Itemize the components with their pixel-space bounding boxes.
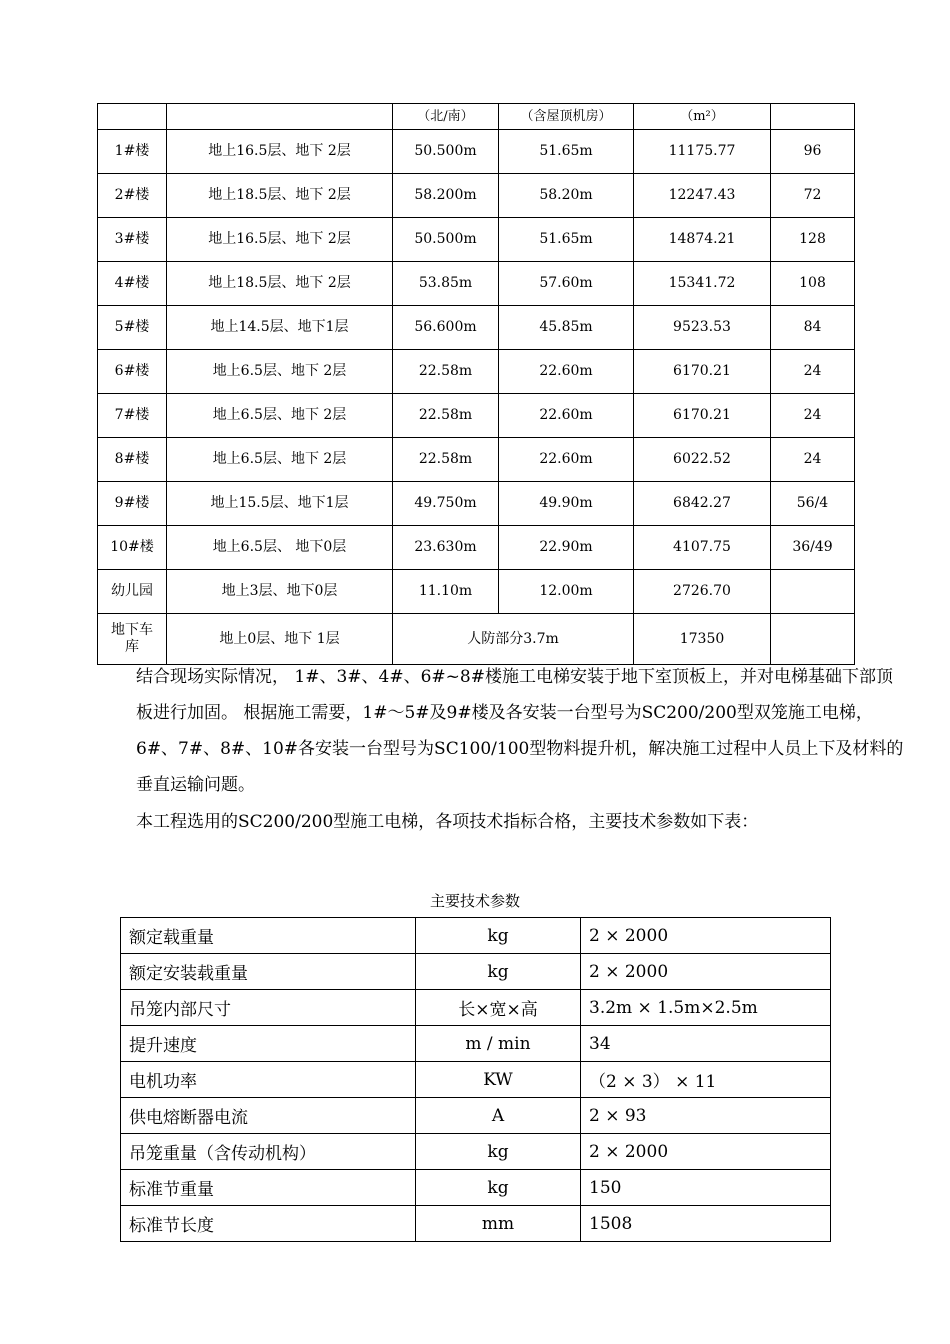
table-cell: 地上0层、地下 1层: [167, 614, 393, 665]
spec-name: 额定安装载重量: [121, 954, 416, 990]
spec-name: 吊笼内部尺寸: [121, 990, 416, 1026]
table-cell: 14874.21: [634, 218, 771, 262]
table-cell: 6170.21: [634, 394, 771, 438]
table-cell: 幼儿园: [98, 570, 167, 614]
table-row: [98, 438, 855, 482]
spec-unit: kg: [416, 918, 581, 954]
table-cell: 9523.53: [634, 306, 771, 350]
table-cell: 22.60m: [499, 438, 634, 482]
table-cell: 4#楼: [98, 262, 167, 306]
spec-name: 电机功率: [121, 1062, 416, 1098]
table-row: [98, 526, 855, 570]
building-table-header-row: [98, 104, 855, 130]
table-row: [98, 570, 855, 614]
table-row: [98, 174, 855, 218]
table-cell: 53.85m: [393, 262, 499, 306]
spec-unit: kg: [416, 1134, 581, 1170]
spec-value: （2 × 3） × 11: [581, 1062, 831, 1098]
table-row: [98, 482, 855, 526]
spec-table: [120, 917, 831, 1242]
header-cell: （北/南）: [393, 104, 499, 130]
spec-value: 2 × 2000: [581, 918, 831, 954]
table-cell: 45.85m: [499, 306, 634, 350]
spec-name: 吊笼重量（含传动机构）: [121, 1134, 416, 1170]
table-row: [98, 394, 855, 438]
table-row: [121, 1206, 831, 1242]
table-row: [121, 1098, 831, 1134]
table-cell: 6022.52: [634, 438, 771, 482]
table-row: [121, 1062, 831, 1098]
header-cell: [771, 104, 855, 130]
table-cell: [771, 570, 855, 614]
table-row: [121, 1170, 831, 1206]
table-cell: 3#楼: [98, 218, 167, 262]
table-cell: 56.600m: [393, 306, 499, 350]
spec-name: 供电熔断器电流: [121, 1098, 416, 1134]
table-cell: 地上16.5层、地下 2层: [167, 130, 393, 174]
spec-value: 1508: [581, 1206, 831, 1242]
table-cell: 10#楼: [98, 526, 167, 570]
spec-unit: KW: [416, 1062, 581, 1098]
table-cell: 51.65m: [499, 218, 634, 262]
table-cell: 24: [771, 394, 855, 438]
table-cell: 72: [771, 174, 855, 218]
table-cell: 50.500m: [393, 218, 499, 262]
table-cell: 6170.21: [634, 350, 771, 394]
table-cell: 地上6.5层、地下 2层: [167, 438, 393, 482]
table-cell: 2#楼: [98, 174, 167, 218]
table-cell: 49.750m: [393, 482, 499, 526]
table-cell: 5#楼: [98, 306, 167, 350]
table-row: [121, 990, 831, 1026]
spec-name: 额定载重量: [121, 918, 416, 954]
table-cell: 12247.43: [634, 174, 771, 218]
spec-value: 34: [581, 1026, 831, 1062]
table-cell: 24: [771, 350, 855, 394]
table-cell: 11.10m: [393, 570, 499, 614]
table-cell: 36/49: [771, 526, 855, 570]
table-cell: 1#楼: [98, 130, 167, 174]
spec-unit: kg: [416, 1170, 581, 1206]
spec-unit: m / min: [416, 1026, 581, 1062]
spec-unit: A: [416, 1098, 581, 1134]
table-cell: 22.60m: [499, 394, 634, 438]
table-cell: 50.500m: [393, 130, 499, 174]
table-cell: 地上6.5层、地下 2层: [167, 394, 393, 438]
table-cell: 49.90m: [499, 482, 634, 526]
table-cell: 58.200m: [393, 174, 499, 218]
spec-unit: kg: [416, 954, 581, 990]
spec-unit: mm: [416, 1206, 581, 1242]
table-cell: 96: [771, 130, 855, 174]
table-cell: 22.58m: [393, 394, 499, 438]
table-cell: 4107.75: [634, 526, 771, 570]
table-cell: 地上18.5层、地下 2层: [167, 262, 393, 306]
table-row: [121, 918, 831, 954]
table-cell: 58.20m: [499, 174, 634, 218]
table-row: [98, 130, 855, 174]
table-cell: [771, 614, 855, 665]
table-cell: 22.90m: [499, 526, 634, 570]
header-cell: [167, 104, 393, 130]
table-row: [98, 614, 855, 665]
table-cell: 6#楼: [98, 350, 167, 394]
spec-value: 150: [581, 1170, 831, 1206]
spec-table-caption: 主要技术参数: [429, 892, 520, 910]
header-cell: （m²）: [634, 104, 771, 130]
table-cell-merged: 人防部分3.7m: [393, 614, 634, 665]
building-table: [97, 103, 855, 665]
spec-value: 2 × 2000: [581, 954, 831, 990]
table-cell: 12.00m: [499, 570, 634, 614]
paragraph-spec-intro: 本工程选用的SC200/200型施工电梯，各项技术指标合格，主要技术参数如下表：: [136, 812, 759, 832]
table-cell: 地上3层、地下0层: [167, 570, 393, 614]
spec-name: 标准节长度: [121, 1206, 416, 1242]
table-cell: 56/4: [771, 482, 855, 526]
table-row: [98, 262, 855, 306]
table-row: [98, 350, 855, 394]
spec-name: 标准节重量: [121, 1170, 416, 1206]
spec-value: 3.2m × 1.5m×2.5m: [581, 990, 831, 1026]
table-cell: 地上6.5层、 地下0层: [167, 526, 393, 570]
table-cell: 51.65m: [499, 130, 634, 174]
table-cell: 84: [771, 306, 855, 350]
table-cell: 2726.70: [634, 570, 771, 614]
spec-value: 2 × 93: [581, 1098, 831, 1134]
table-cell: 地上6.5层、地下 2层: [167, 350, 393, 394]
table-row: [98, 306, 855, 350]
table-cell: 地上16.5层、地下 2层: [167, 218, 393, 262]
table-cell: 11175.77: [634, 130, 771, 174]
table-cell: 7#楼: [98, 394, 167, 438]
spec-name: 提升速度: [121, 1026, 416, 1062]
table-cell: 9#楼: [98, 482, 167, 526]
table-cell: 128: [771, 218, 855, 262]
table-cell: 15341.72: [634, 262, 771, 306]
table-cell: 地下车库: [98, 614, 167, 665]
table-row: [121, 954, 831, 990]
table-cell: 57.60m: [499, 262, 634, 306]
table-cell: 17350: [634, 614, 771, 665]
table-cell: 6842.27: [634, 482, 771, 526]
header-cell: （含屋顶机房）: [499, 104, 634, 130]
table-row: [98, 218, 855, 262]
table-cell: 24: [771, 438, 855, 482]
paragraph-elevator-installation: 结合现场实际情况， 1#、3#、4#、6#~8#楼施工电梯安装于地下室顶板上，并对电梯基础下部顶板进行加固。 根据施工需要，1#～5#及9#楼及各安装一台型号为SC200/200型双笼施工电梯，6#、7#、8#、10#各安装一台型号为SC100/100型物料提升机，解决施工过程中人员上下及材料的垂直运输问题。: [136, 667, 904, 795]
table-cell: 地上15.5层、地下1层: [167, 482, 393, 526]
table-cell: 108: [771, 262, 855, 306]
table-cell: 8#楼: [98, 438, 167, 482]
table-cell: 地上18.5层、地下 2层: [167, 174, 393, 218]
spec-value: 2 × 2000: [581, 1134, 831, 1170]
table-cell: 22.58m: [393, 350, 499, 394]
table-cell: 23.630m: [393, 526, 499, 570]
table-cell: 22.58m: [393, 438, 499, 482]
table-cell: 22.60m: [499, 350, 634, 394]
spec-unit: 长×宽×高: [416, 990, 581, 1026]
table-row: [121, 1026, 831, 1062]
table-cell: 地上14.5层、地下1层: [167, 306, 393, 350]
table-row: [121, 1134, 831, 1170]
header-cell: [98, 104, 167, 130]
